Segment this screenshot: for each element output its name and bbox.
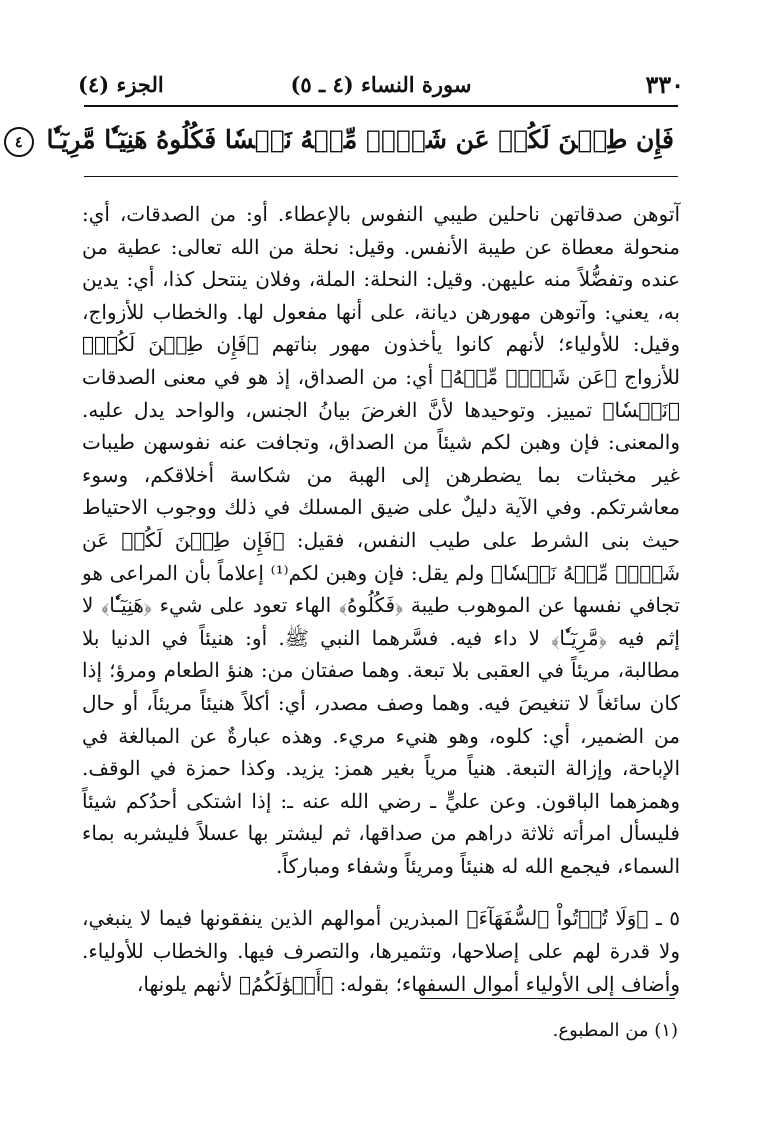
page-number: ٣٣٠ <box>645 70 684 99</box>
verse-text-a: فَإِن طِبۡنَ لَكُمۡ عَن شَيۡءٖ مِّنۡهُ نَفۡسٗا فَكُلُوهُ هَنِيٓـٔٗا مَّرِيٓـٔٗا <box>46 125 674 154</box>
verse-divider <box>84 176 678 177</box>
surah-title: سورة النساء (٤ ـ ٥) <box>290 72 472 97</box>
commentary-body <box>82 198 680 1000</box>
quran-verse <box>14 114 674 166</box>
commentary-paragraph-2: ٥ ـ ﴿وَلَا تُؤۡتُواْ ٱلسُّفَهَآءَ﴾ المبذرين أموالهم الذين ينفقونها فيما لا ينبغي، ولا قدرة لهم على إصلاحها، وتثميرها، والتصرف فيها. والخطاب للأولياء. وأضاف إلى الأولياء أموال السفهاء؛ بقوله: ﴿أَمۡوَٰلَكُمُ﴾ لأنهم يلونها، <box>82 906 680 996</box>
part-label: الجزء (٤) <box>78 72 164 97</box>
ayah-number-marker: ٤ <box>4 127 34 157</box>
header-divider <box>84 105 678 107</box>
footnote: (١) من المطبوع. <box>552 1020 678 1041</box>
commentary-paragraph-1: آتوهن صدقاتهن ناحلين طيبي النفوس بالإعطاء. أو: من الصدقات، أي: منحولة معطاة عن طيبة الأنفس. وقيل: نحلة من الله تعالى: عطية من عنده وتفضُّلاً منه عليهن. وقيل: النحلة: الملة، وفلان ينتحل كذا، أي: يدين به، يعني: وآتوهن مهورهن ديانة، على أنها مفعول لها. والخطاب للأزواج، وقيل: للأولياء؛ لأنهم كانوا يأخذون مهور بناتهم ﴿فَإِن طِبۡنَ لَكُمۡ﴾ للأزواج ﴿عَن شَيۡءٖ مِّنۡهُ﴾ أي: من الصداق، إذ هو في معنى الصدقات ﴿نَفۡسٗا﴾ تمييز. وتوحيدها لأنَّ الغرضَ بيانُ الجنس، والواحد يدل عليه. والمعنى: فإن وهبن لكم شيئاً من الصداق، وتجافت عنه نفوسهن طيبات غير مخبثات بما يضطرهن إلى الهبة من شكاسة أخلاقكم، وسوء معاشرتكم. وفي الآية دليلٌ على ضيق المسلك في ذلك ووجوب الاحتياط حيث بنى الشرط على طيب النفس، فقيل: ﴿فَإِن طِبۡنَ لَكُمۡ عَن شَيۡءٖ مِّنۡهُ نَفۡسٗا﴾ ولم يقل: فإن وهبن لكم⁽¹⁾ إعلاماً بأن المراعى هو تجافي نفسها عن الموهوب طيبة ﴿فَكُلُوهُ﴾ الهاء تعود على شيء ﴿هَنِيٓـٔٗا﴾ لا إثم فيه ﴿مَّرِيٓـٔٗا﴾ لا داء فيه. فسَّرهما النبي ﷺ. أو: هنيئاً في الدنيا بلا مطالبة، مريئاً في العقبى بلا تبعة. وهما صفتان من: هنؤ الطعام ومرؤ؛ إذا كان سائغاً لا تنغيصَ فيه. وهما وصف مصدر، أي: أكلاً هنيئاً مريئاً، أو حال من الضمير، أي: كلوه، وهو هنيء مريء. وهذه عبارةٌ عن المبالغة في الإباحة، وإزالة التبعة. هنياً مرياً بغير همز: يزيد. وكذا حمزة في الوقف. وهمزهما الباقون. وعن عليٍّ ـ رضي الله عنه ـ: إذا اشتكى أحدُكم شيئاً فليسأل امرأته ثلاثة دراهم من صداقها، ثم ليشتر بها عسلاً فليشربه بماء السماء، فيجمع الله له هنيئاً ومريئاً وشفاء ومباركاً. <box>82 202 681 878</box>
footnote-divider <box>420 998 675 999</box>
page-header <box>78 66 684 106</box>
